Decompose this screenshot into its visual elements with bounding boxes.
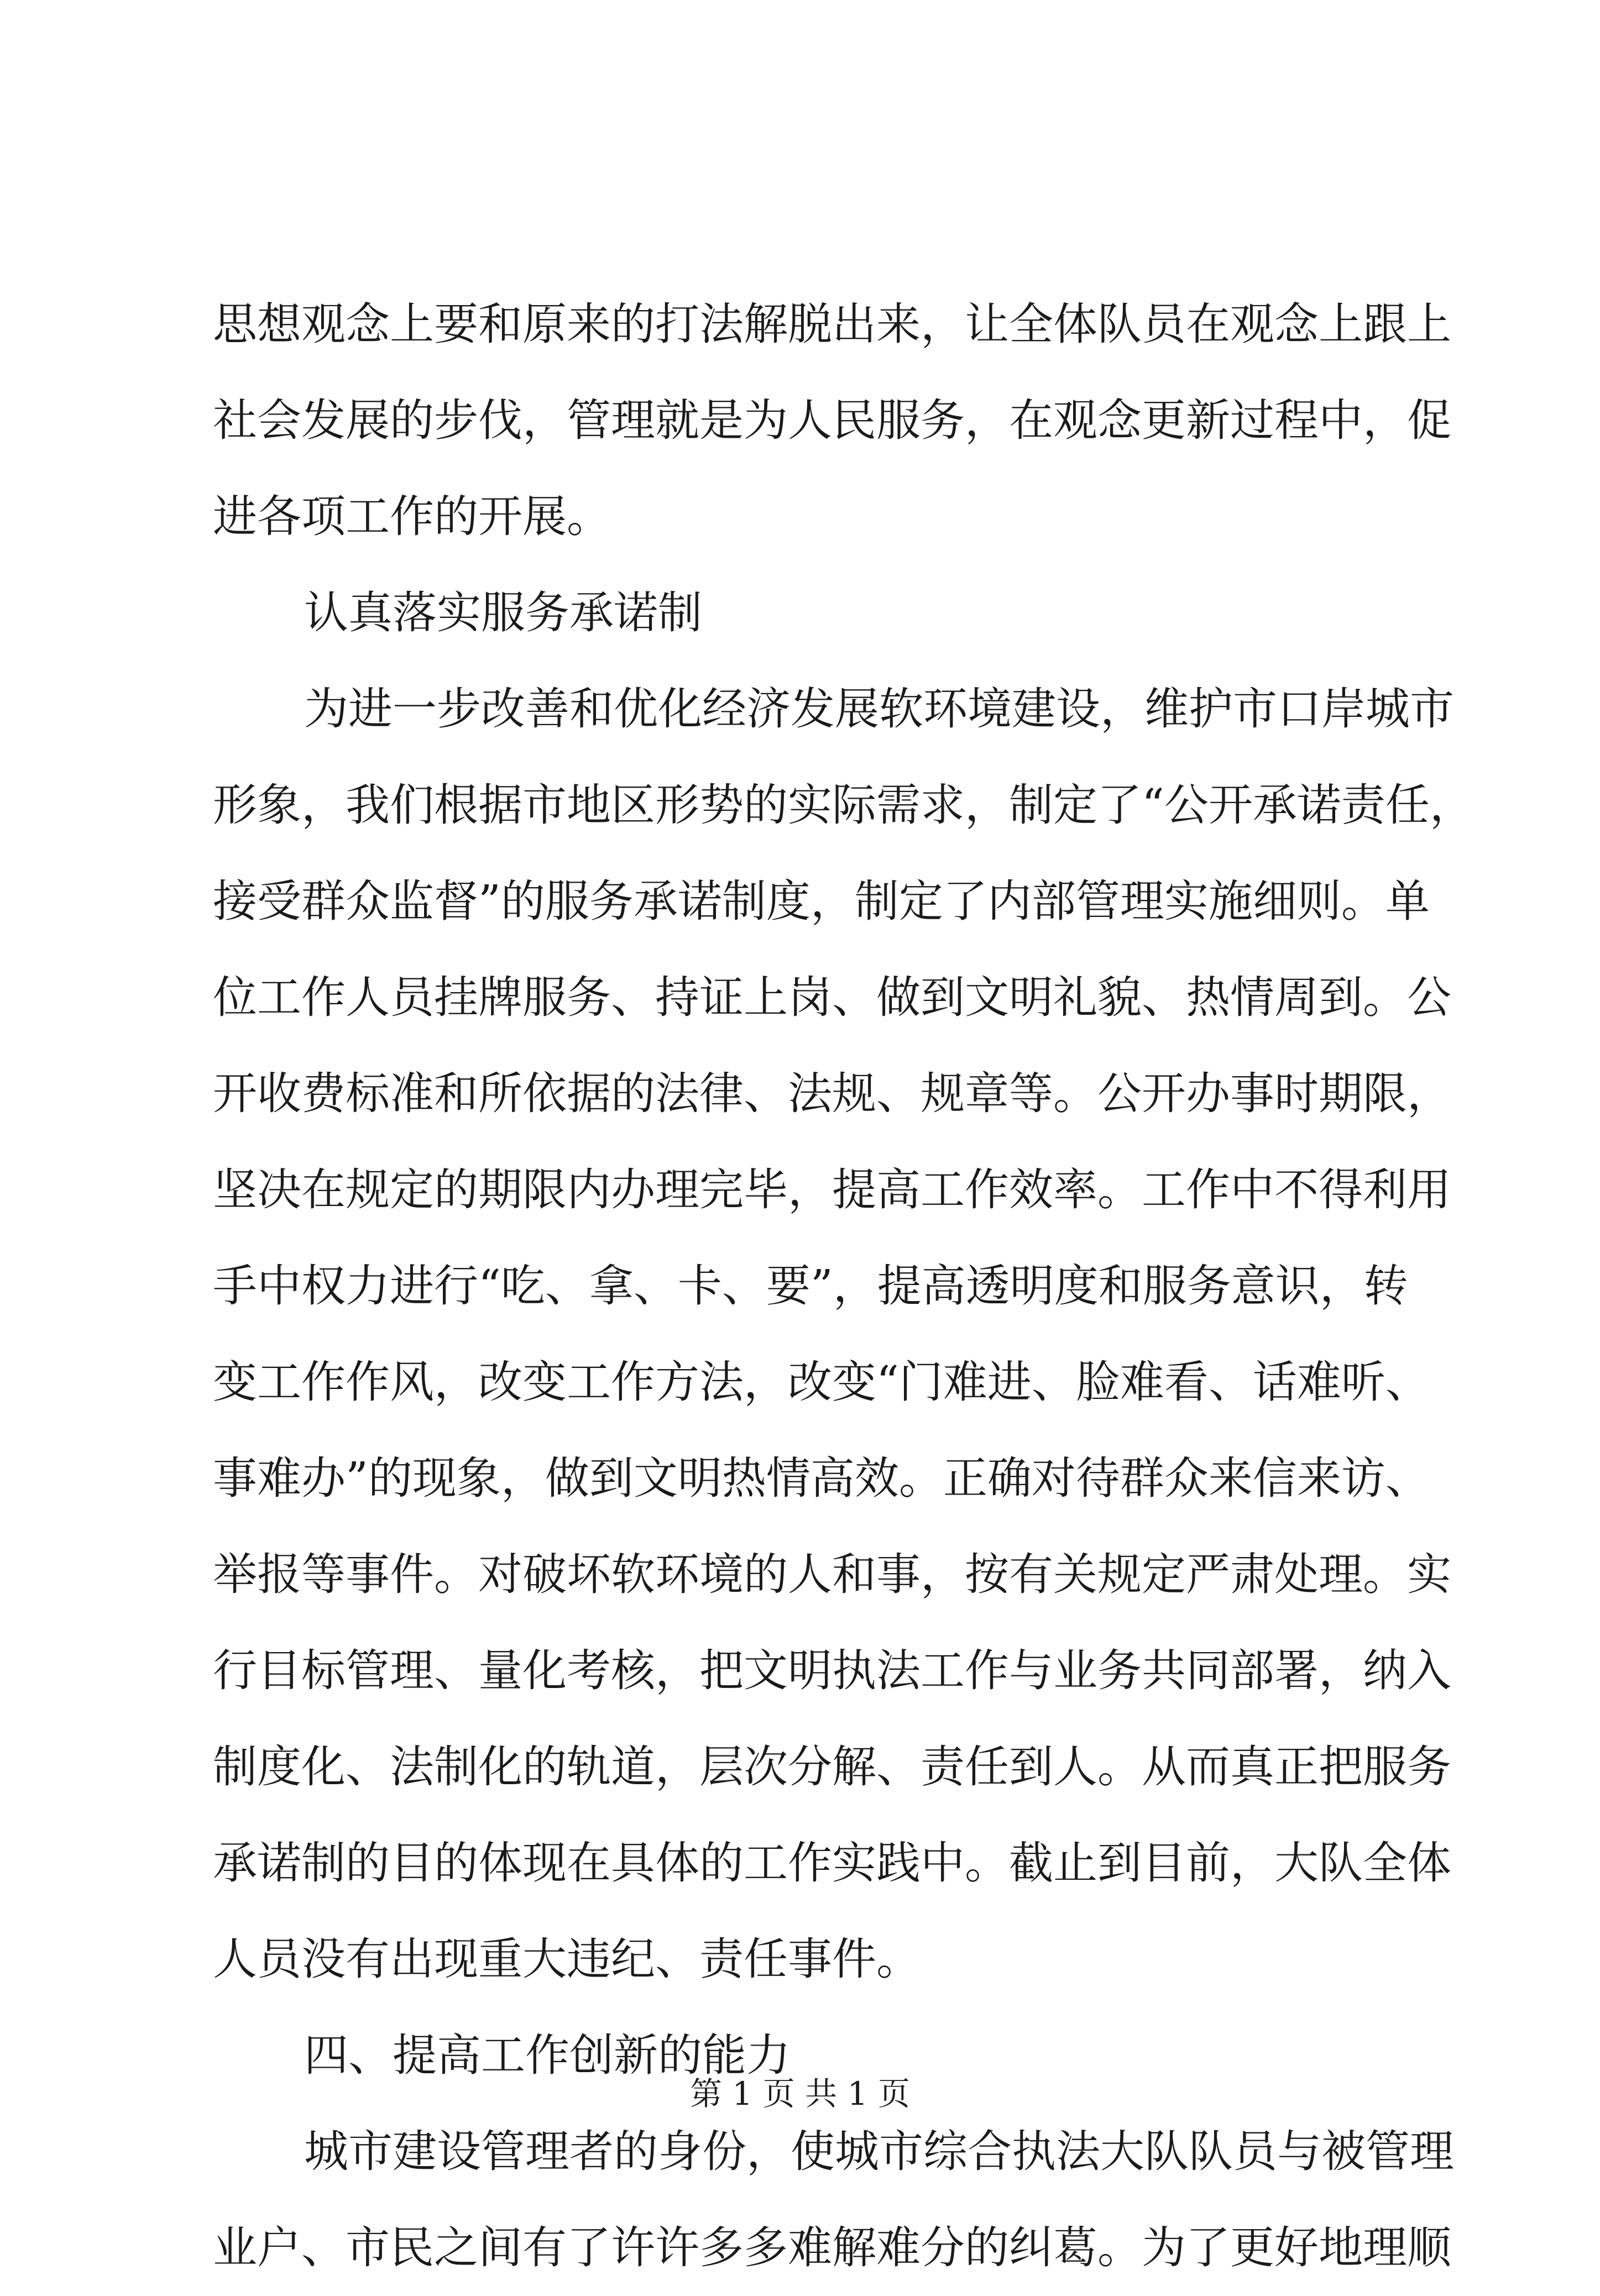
paragraph-line: 承诺制的目的体现在具体的工作实践中。截止到目前，大队全体 — [213, 1837, 1451, 1889]
section-heading: 四、提高工作创新的能力 — [304, 2030, 791, 2081]
paragraph-line: 手中权力进行“吃、拿、卡、要”，提高透明度和服务意识，转 — [213, 1260, 1408, 1312]
paragraph-line: 举报等事件。对破坏软环境的人和事，按有关规定严肃处理。实 — [213, 1549, 1451, 1600]
paragraph-line: 事难办”的现象，做到文明热情高效。正确对待群众来信来访、 — [213, 1453, 1430, 1504]
paragraph-line: 制度化、法制化的轨道，层次分解、责任到人。从而真正把服务 — [213, 1741, 1451, 1792]
paragraph-line: 形象，我们根据市地区形势的实际需求，制定了“公开承诺责任， — [213, 779, 1474, 831]
paragraph-line: 城市建设管理者的身份，使城市综合执法大队队员与被管理 — [304, 2126, 1454, 2177]
paragraph-line: 社会发展的步伐，管理就是为人民服务，在观念更新过程中，促 — [213, 395, 1451, 446]
paragraph-line: 思想观念上要和原来的打法解脱出来，让全体队员在观念上跟上 — [213, 298, 1451, 350]
paragraph-line: 人员没有出现重大违纪、责任事件。 — [213, 1933, 921, 1985]
section-heading: 认真落实服务承诺制 — [304, 587, 702, 638]
paragraph-line: 进各项工作的开展。 — [213, 491, 611, 542]
paragraph-line: 行目标管理、量化考核，把文明执法工作与业务共同部署，纳入 — [213, 1645, 1451, 1696]
paragraph-line: 变工作作风，改变工作方法，改变“门难进、脸难看、话难听、 — [213, 1356, 1430, 1408]
paragraph-line: 业户、市民之间有了许许多多难解难分的纠葛。为了更好地理顺 — [213, 2222, 1451, 2273]
paragraph-line: 位工作人员挂牌服务、持证上岗、做到文明礼貌、热情周到。公 — [213, 972, 1451, 1023]
paragraph-line: 开收费标准和所依据的法律、法规、规章等。公开办事时期限， — [213, 1068, 1451, 1119]
document-body — [213, 276, 1474, 2296]
paragraph-line: 坚决在规定的期限内办理完毕，提高工作效率。工作中不得利用 — [213, 1164, 1451, 1215]
paragraph-line: 为进一步改善和优化经济发展软环境建设，维护市口岸城市 — [304, 683, 1454, 735]
paragraph-line: 接受群众监督”的服务承诺制度，制定了内部管理实施细则。单 — [213, 876, 1430, 927]
page-number-footer: 第 1 页 共 1 页 — [690, 2075, 910, 2112]
